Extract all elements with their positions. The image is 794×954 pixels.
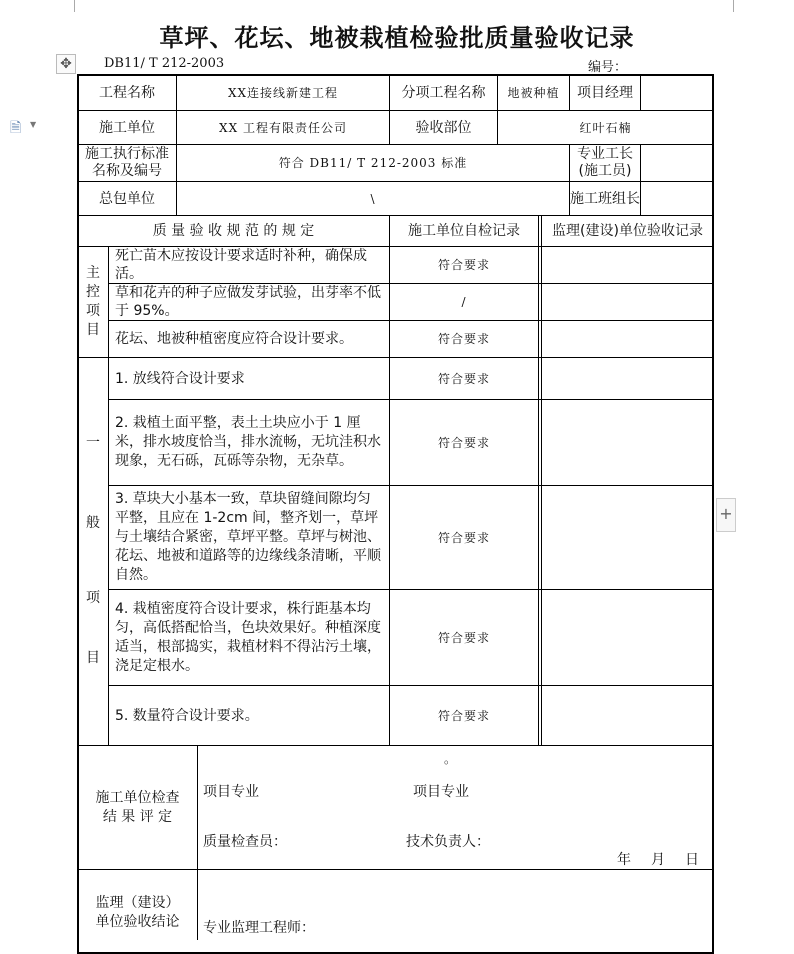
main-item-3-record[interactable]: 符合要求 [437, 332, 490, 346]
team-leader-label: 施工班组长 [570, 190, 640, 207]
general-item-5-supervision[interactable] [542, 686, 713, 745]
general-item-1-text: 1. 放线符合设计要求 [115, 370, 245, 387]
standard-label-line1: 施工执行标准 [85, 146, 169, 162]
standard-label-line2: 名称及编号 [92, 163, 162, 179]
supervision-conclusion-label [78, 870, 197, 940]
quality-inspector-label: 质量检查员： [203, 834, 287, 850]
main-item-2-record[interactable]: / [461, 295, 467, 309]
chevron-down-icon[interactable]: ▼ [30, 120, 37, 129]
general-char: 项 [86, 590, 100, 606]
general-item-4-supervision[interactable] [542, 590, 713, 685]
supervision-conclusion-label-line2: 单位验收结论 [95, 914, 180, 930]
technical-lead-label: 技术负责人： [406, 834, 490, 850]
acceptance-part-value[interactable]: 红叶石楠 [579, 120, 632, 135]
construction-unit-value[interactable]: XX 工程有限责任公司 [219, 120, 347, 135]
main-item-3-supervision[interactable] [542, 321, 713, 357]
main-item-2-supervision[interactable] [542, 284, 713, 320]
general-item-2-supervision[interactable] [542, 400, 713, 485]
page-corner-mark [62, 0, 75, 12]
project-manager-value[interactable] [641, 75, 713, 110]
date-year-label: 年 [617, 852, 631, 868]
general-item-5-record[interactable]: 符合要求 [437, 708, 490, 723]
general-item-3-text: 3. 草块大小基本一致，草块留缝间隙均匀平整，且应在 1-2cm 间，整齐划一，草坪与土壤结合紧密，草坪平整。草坪与树池、花坛、地被和道路等的边缘线条清晰，平顺自然。 [115, 491, 381, 583]
main-control-char: 主 [86, 265, 100, 281]
team-leader-value[interactable] [641, 182, 713, 215]
date-month-label: 月 [651, 852, 665, 868]
general-item-5-text: 5. 数量符合设计要求。 [115, 707, 259, 724]
main-control-char: 控 [86, 284, 100, 300]
standard-label [78, 145, 176, 181]
acceptance-part-label: 验收部位 [415, 119, 472, 136]
general-item-4-record[interactable]: 符合要求 [437, 630, 490, 645]
general-contractor-value[interactable]: \ [370, 191, 376, 206]
foreman-label-line2: (施工员) [578, 163, 632, 179]
document-icon[interactable]: 🗎 [10, 120, 22, 136]
supervision-engineer-label: 专业监理工程师： [203, 920, 315, 936]
date-day-label: 日 [685, 852, 699, 868]
general-item-2-text: 2. 栽植土面平整，表土土块应小于 1 厘米，排水坡度恰当，排水流畅，无坑洼积水现象，无石砾，瓦砾等杂物，无杂草。 [115, 415, 381, 469]
general-char: 一 [86, 435, 100, 451]
project-manager-label: 项目经理 [577, 84, 633, 101]
general-contractor-label: 总包单位 [99, 190, 155, 207]
general-char: 般 [86, 515, 100, 531]
add-row-button[interactable]: + [716, 498, 736, 532]
main-control-group-label [78, 247, 108, 357]
main-item-1-supervision[interactable] [542, 247, 713, 283]
foreman-label-line1: 专业工长 [577, 146, 633, 162]
construction-unit-label: 施工单位 [99, 119, 155, 136]
check-result-label [78, 746, 197, 869]
main-item-3-text: 花坛、地被种植密度应符合设计要求。 [115, 331, 353, 347]
general-item-3-record[interactable]: 符合要求 [437, 530, 490, 545]
general-item-1-record[interactable]: 符合要求 [437, 371, 490, 386]
main-item-2-text: 草和花卉的种子应做发芽试验，出芽率不低于 95%。 [115, 285, 381, 319]
supervision-column-header: 监理(建设)单位验收记录 [552, 223, 703, 239]
spec-column-header: 质 量 验 收 规 范 的 规 定 [152, 223, 315, 239]
foreman-label [570, 145, 640, 181]
project-name-label: 工程名称 [99, 84, 155, 101]
self-check-column-header: 施工单位自检记录 [408, 223, 520, 239]
check-result-label-line2: 结 果 评 定 [102, 808, 173, 825]
footer-dot: 。 [444, 752, 457, 766]
main-item-1-text: 死亡苗木应按设计要求适时补种，确保成活。 [115, 248, 367, 282]
sub-project-value[interactable]: 地被种植 [507, 85, 560, 100]
main-control-char: 项 [86, 303, 100, 319]
check-result-label-line1: 施工单位检查 [95, 789, 180, 806]
general-item-4-text: 4. 栽植密度符合设计要求，株行距基本均匀，高低搭配恰当，色块效果好。种植深度适当，根部捣实，栽植材料不得沾污土壤，浇足定根水。 [115, 600, 381, 674]
number-label: 编号： [588, 60, 628, 75]
general-char: 目 [86, 650, 100, 666]
table-move-handle-icon[interactable]: ✥ [56, 54, 76, 74]
supervision-conclusion-label-line1: 监理（建设） [95, 895, 180, 911]
page-corner-mark [733, 0, 746, 12]
standard-code: DB11/ T 212-2003 [104, 56, 225, 71]
sub-project-label: 分项工程名称 [401, 84, 486, 101]
general-item-3-supervision[interactable] [542, 486, 713, 589]
standard-value[interactable]: 符合 DB11/ T 212-2003 标准 [278, 156, 468, 170]
project-name-value[interactable]: XX连接线新建工程 [227, 85, 339, 100]
page-title: 草坪、花坛、地被栽植检验批质量验收记录 [159, 24, 635, 52]
general-item-1-supervision[interactable] [542, 358, 713, 399]
main-item-1-record[interactable]: 符合要求 [437, 258, 490, 272]
foreman-value[interactable] [641, 145, 713, 181]
general-item-2-record[interactable]: 符合要求 [437, 435, 490, 450]
project-specialty-2: 项目专业 [413, 784, 469, 800]
main-control-char: 目 [86, 322, 100, 338]
project-specialty-1: 项目专业 [203, 784, 259, 800]
